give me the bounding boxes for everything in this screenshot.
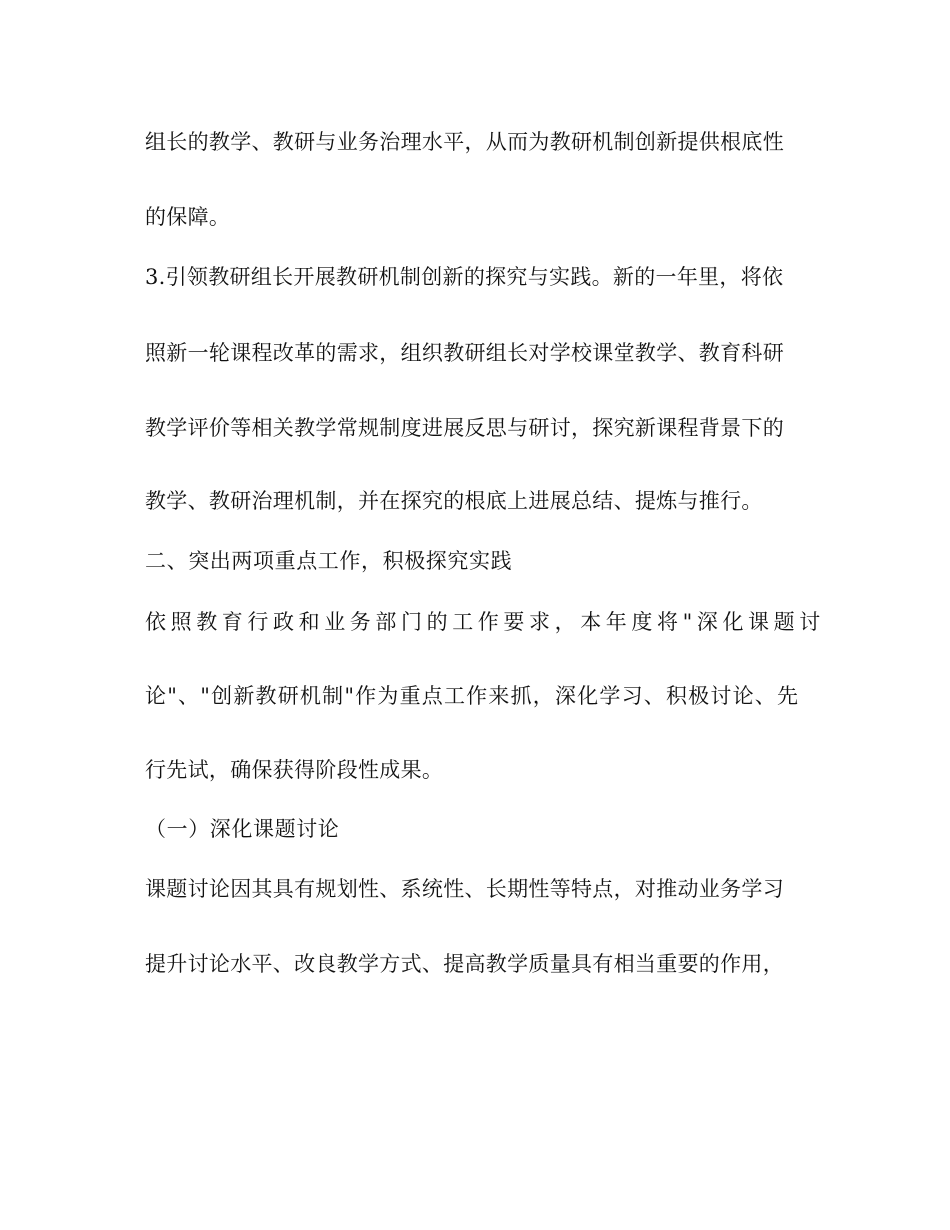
text-line: 照新一轮课程改革的需求，组织教研组长对学校课堂教学、教育科研 [145, 341, 784, 365]
text-line: 行先试，确保获得阶段性成果。 [145, 758, 444, 782]
text-line: 依照教育行政和业务部门的工作要求，本年度将"深化课题讨 [145, 610, 825, 634]
subsection-heading: （一）深化课题讨论 [145, 817, 340, 841]
text-line: 课题讨论因其具有规划性、系统性、长期性等特点，对推动业务学习 [145, 877, 784, 901]
text-line: 的保障。 [145, 205, 231, 229]
text-line: 教学、教研治理机制，并在探究的根底上进展总结、提炼与推行。 [145, 489, 763, 513]
text-line: 3.引领教研组长开展教研机制创新的探究与实践。新的一年里，将依 [145, 265, 784, 289]
text-line: 教学评价等相关教学常规制度进展反思与研讨，探究新课程背景下的 [145, 416, 784, 440]
text-line: 提升讨论水平、改良教学方式、提高教学质量具有相当重要的作用， [145, 952, 784, 976]
text-line: 论"、"创新教研机制"作为重点工作来抓，深化学习、积极讨论、先 [145, 684, 800, 708]
text-line: 组长的教学、教研与业务治理水平，从而为教研机制创新提供根底性 [145, 130, 784, 154]
section-heading: 二、突出两项重点工作，积极探究实践 [145, 549, 513, 573]
